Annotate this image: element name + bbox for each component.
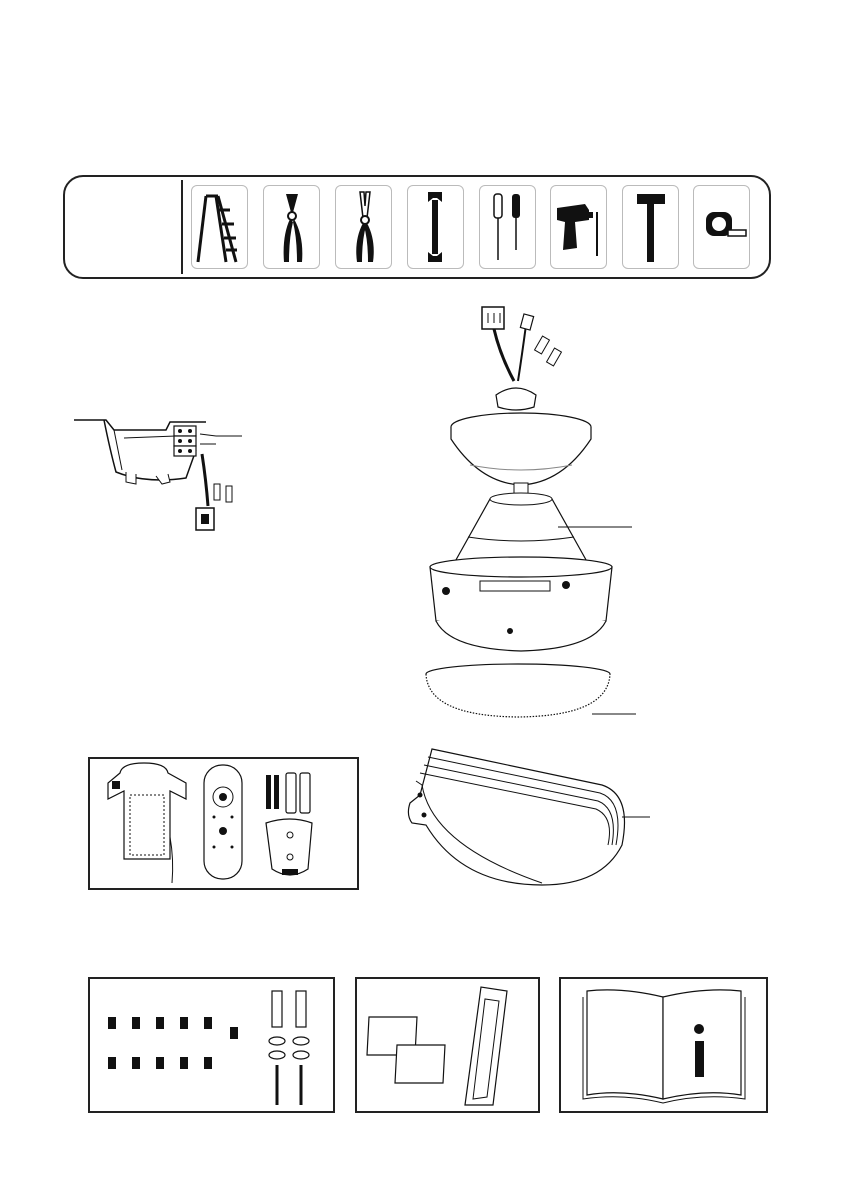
instruction-manual-illustration [561, 979, 766, 1111]
screw-hardware-kit-box [88, 977, 335, 1113]
balancing-kit-box [355, 977, 540, 1113]
tool-tile-ladder [191, 185, 248, 269]
hammer-icon [623, 186, 678, 268]
tool-tile-screwdrivers [479, 185, 536, 269]
fan-motor-assembly-illustration [410, 305, 650, 720]
receiver-remote-kit-box [88, 757, 359, 890]
wrench-icon [408, 186, 463, 268]
pliers-icon [336, 186, 391, 268]
mounting-bracket-illustration [66, 410, 256, 540]
ladder-icon [192, 186, 247, 268]
glass-light-cover-illustration [418, 660, 638, 722]
receiver-remote-kit-illustration [90, 759, 357, 888]
tool-tile-wrench [407, 185, 464, 269]
tool-tile-wire-cutter [263, 185, 320, 269]
tool-tile-hammer [622, 185, 679, 269]
tool-tile-tape [693, 185, 750, 269]
instruction-manual-box [559, 977, 768, 1113]
tape-measure-icon [694, 186, 749, 268]
tool-tile-pliers [335, 185, 392, 269]
power-drill-icon [551, 186, 606, 268]
balancing-kit-illustration [357, 979, 538, 1111]
fan-blades-illustration [402, 745, 652, 895]
screwdrivers-icon [480, 186, 535, 268]
wire-cutter-icon [264, 186, 319, 268]
tool-tile-drill [550, 185, 607, 269]
screw-hardware-kit-illustration [90, 979, 333, 1111]
tools-divider [181, 180, 183, 274]
